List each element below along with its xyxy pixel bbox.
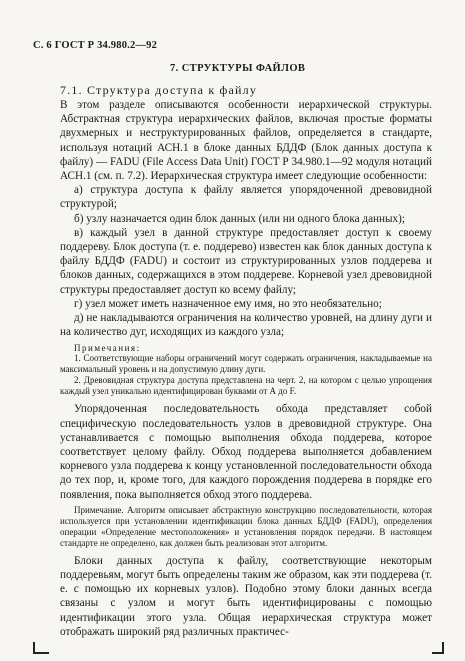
list-item: г) узел может иметь назначенное ему имя, но это необязательно; xyxy=(74,297,382,310)
fadu-paragraph: Блоки данных доступа к файлу, соответствующие некоторым поддеревьям, могут быть определены таким же образом, как эти поддерева (т. е. с помощью их корневых узлов). Подобно этому блоки данных всегда связаны с узлом и могут быть идентифицированы с помощью идентификации этого узла. Общая иерархическая структура может отображать широкий ряд различных практичес- xyxy=(60,554,432,638)
list-item: б) узлу назначается один блок данных (или ни одного блока данных); xyxy=(74,212,405,225)
subsection-title: 7.1. Структура доступа к файлу xyxy=(60,83,258,97)
list-item: а) структура доступа к файлу является упорядоченной древовидной структурой; xyxy=(60,184,432,211)
document-body xyxy=(60,98,432,639)
note-item: 2. Древовидная структура доступа представлена на черт. 2, на котором с целью упрощения каждый узел уникально идентифицирован буквами от А до F. xyxy=(60,375,432,397)
note-item: 1. Соответствующие наборы ограничений могут содержать ограничения, накладываемые на максимальный уровень и на допустимую длину дуги. xyxy=(60,353,432,375)
page-corner-mark-right xyxy=(432,642,444,654)
notes-heading: Примечания: xyxy=(74,343,141,354)
page-header: С. 6 ГОСТ Р 34.980.2—92 xyxy=(33,40,158,51)
algorithm-remark: Примечание. Алгоритм описывает абстрактную конструкцию последовательности, которая используется при установлении идентификации блока данных БДДФ (FADU), определения операции «Определение местоположения» и установления порядок передачи. В настоящем стандарте не определено, как должен быть реализован этот алгоритм. xyxy=(60,504,432,548)
intro-paragraph: В этом разделе описываются особенности иерархической структуры. Абстрактная структура иерархических файлов, включая простые форматы двухмерных и неструктурированных файлов, определяется в стандарте, используя нотаций АСН.1 в блоке данных БДДФ (Блок данных доступа к файлу) — FADU (File Access Data Unit) ГОСТ Р 34.980.1—92 модуля нотаций АСН.1 (см. п. 7.2). Иерархическая структура имеет следующие особенности: xyxy=(60,99,432,183)
traversal-paragraph: Упорядоченная последовательность обхода представляет собой специфическую последовательность узлов в древовидной структуре. Она устанавливается с помощью выполнения обхода поддерева, которое соответствует целому файлу. Обход поддерева выполняется добавлением корневого узла поддерева к концу установленной последовательности обхода до тех пор, и, кроме того, для каждого порождения поддерева в порядке его появления, пока выполняется обход этого поддерева. xyxy=(60,403,432,501)
list-item: в) каждый узел в данной структуре предоставляет доступ к своему поддереву. Блок доступа (т. е. поддерево) известен как блок данных доступа к файлу БДДФ (FADU) и состоит из структурированных узлов поддерева и блоков данных, содержащихся в этом поддереве. Корневой узел древовидной структуры предоставляет доступ ко всему файлу; xyxy=(60,226,432,296)
features-list xyxy=(60,183,432,339)
page-corner-mark-left xyxy=(33,642,49,654)
list-item: д) не накладываются ограничения на количество уровней, на длину дуги и на количество дуг, исходящих из каждого узла; xyxy=(60,312,432,339)
section-title: 7. СТРУКТУРЫ ФАЙЛОВ xyxy=(170,63,306,74)
